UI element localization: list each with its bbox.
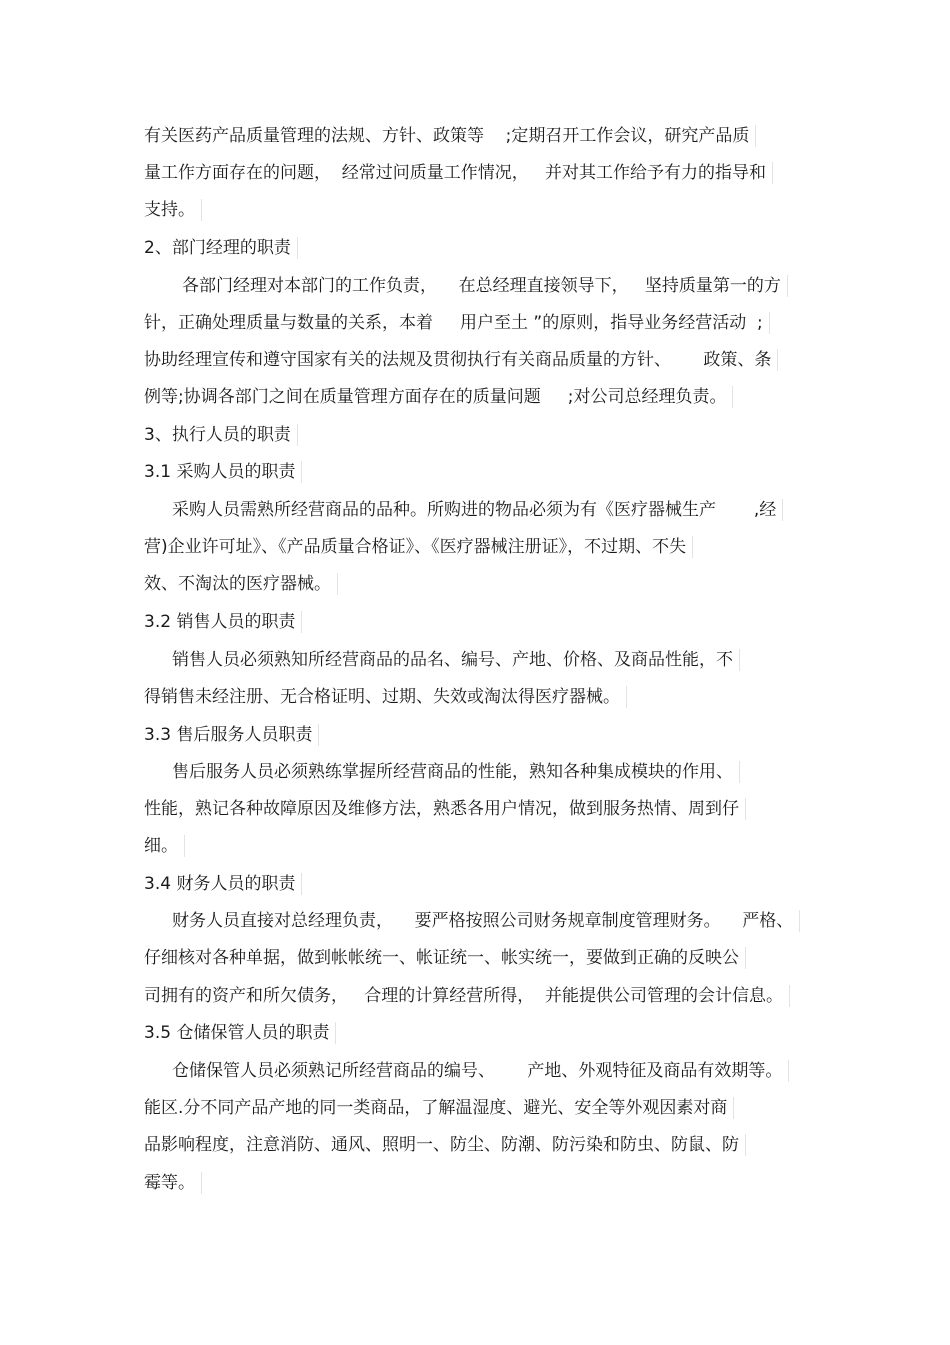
- paragraph-line: 效、不淘汰的医疗器械。: [144, 573, 338, 595]
- subsection-heading: 3.5 仓储保管人员的职责: [144, 1022, 336, 1044]
- subsection-heading: 3.2 销售人员的职责: [144, 611, 302, 633]
- paragraph-line: 售后服务人员必须熟练掌握所经营商品的性能，熟知各种集成模块的作用、: [172, 761, 740, 783]
- subsection-heading: 3.3 售后服务人员职责: [144, 724, 319, 746]
- section-heading: 3、执行人员的职责: [144, 424, 298, 446]
- paragraph-line: 采购人员需熟所经营商品的品种。所购进的物品必须为有《医疗器械生产 ,经: [172, 499, 783, 521]
- paragraph-line: 仓储保管人员必须熟记所经营商品的编号、 产地、外观特征及商品有效期等。: [172, 1060, 789, 1082]
- section-heading: 2、部门经理的职责: [144, 237, 298, 259]
- paragraph-line: 细。: [144, 835, 185, 857]
- subsection-heading: 3.4 财务人员的职责: [144, 873, 302, 895]
- paragraph-line: 例等;协调各部门之间在质量管理方面存在的质量问题 ;对公司总经理负责。: [144, 386, 733, 408]
- paragraph-line: 销售人员必须熟知所经营商品的品名、编号、产地、价格、及商品性能，不: [172, 649, 740, 671]
- paragraph-line: 性能，熟记各种故障原因及维修方法，熟悉各用户情况，做到服务热情、周到仔: [144, 798, 746, 820]
- paragraph-line: 有关医药产品质量管理的法规、方针、政策等 ;定期召开工作会议，研究产品质: [144, 125, 756, 147]
- paragraph-line: 仔细核对各种单据，做到帐帐统一、帐证统一、帐实统一，要做到正确的反映公: [144, 947, 746, 969]
- subsection-heading: 3.1 采购人员的职责: [144, 461, 302, 483]
- paragraph-line: 得销售未经注册、无合格证明、过期、失效或淘汰得医疗器械。: [144, 686, 627, 708]
- paragraph-line: 支持。: [144, 199, 202, 221]
- paragraph-line: 量工作方面存在的问题， 经常过问质量工作情况， 并对其工作给予有力的指导和: [144, 162, 773, 184]
- paragraph-line: 各部门经理对本部门的工作负责， 在总经理直接领导下， 坚持质量第一的方: [182, 275, 788, 297]
- paragraph-line: 能区.分不同产品产地的同一类商品，了解温湿度、避光、安全等外观因素对商: [144, 1097, 734, 1119]
- paragraph-line: 霉等。: [144, 1172, 202, 1194]
- paragraph-line: 司拥有的资产和所欠债务， 合理的计算经营所得， 并能提供公司管理的会计信息。: [144, 985, 790, 1007]
- paragraph-line: 品影响程度，注意消防、通风、照明一、防尘、防潮、防污染和防虫、防鼠、防: [144, 1134, 746, 1156]
- paragraph-line: 协助经理宣传和遵守国家有关的法规及贯彻执行有关商品质量的方针、 政策、条: [144, 349, 778, 371]
- paragraph-line: 针，正确处理质量与数量的关系，本着 用户至土 ”的原则，指导业务经营活动 ;: [144, 312, 770, 334]
- paragraph-line: 财务人员直接对总经理负责， 要严格按照公司财务规章制度管理财务。 严格、: [172, 910, 800, 932]
- paragraph-line: 营)企业许可址》、《产品质量合格证》、《医疗器械注册证》，不过期、不失: [144, 536, 693, 558]
